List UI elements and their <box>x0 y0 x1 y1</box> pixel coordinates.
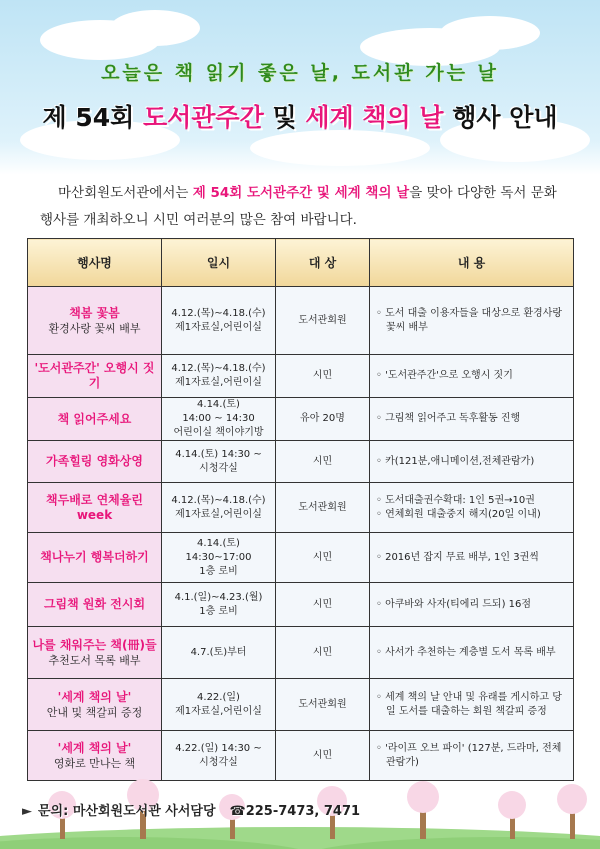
intro-highlight: 제 54회 도서관주간 및 세계 책의 날 <box>192 185 410 201</box>
event-name-cell <box>28 483 162 533</box>
content-cell <box>370 583 574 627</box>
title-part: 제 54회 <box>42 103 143 132</box>
target-cell: 시민 <box>276 441 370 483</box>
content-cell <box>370 287 574 355</box>
arrow-right-icon: ► <box>22 804 32 819</box>
date-cell <box>162 483 276 533</box>
date-cell <box>162 441 276 483</box>
event-name: 가족힐링 영화상영 <box>46 454 143 468</box>
date-line: 1층 로비 <box>199 565 238 577</box>
header-event-name: 행사명 <box>28 239 162 287</box>
content-item: ◦ 그림책 읽어주고 독후활동 진행 <box>376 412 571 426</box>
date-line: 4.12.(목)~4.18.(수) <box>171 363 266 374</box>
page-title <box>0 98 600 134</box>
date-cell <box>162 583 276 627</box>
slogan: 오늘은 책 읽기 좋은 날, 도서관 가는 날 <box>101 62 499 84</box>
cloud-decoration <box>250 130 430 166</box>
event-name-cell <box>28 398 162 441</box>
table-row <box>28 627 574 679</box>
header-target: 대 상 <box>276 239 370 287</box>
content-item: ◦ 연체회원 대출중지 해지(20일 이내) <box>376 508 571 522</box>
target-cell: 도서관회원 <box>276 679 370 731</box>
content-item: ◦ '라이프 오브 파이' (127분, 드라마, 전체관람가) <box>376 742 571 770</box>
date-line: 1층 로비 <box>199 605 238 617</box>
table-row <box>28 441 574 483</box>
event-name: 나를 채워주는 책(冊)들 <box>32 637 157 652</box>
intro-paragraph <box>40 180 570 234</box>
content-cell <box>370 398 574 441</box>
target-cell: 시민 <box>276 533 370 583</box>
event-name-cell <box>28 533 162 583</box>
event-name: '세계 책의 날' <box>57 740 132 755</box>
phone-number: ☎225-7473, 7471 <box>229 804 361 819</box>
content-item: ◦ '도서관주간'으로 오행시 짓기 <box>376 369 571 383</box>
content-item: ◦ 2016년 잡지 무료 배부, 1인 3권씩 <box>376 551 571 565</box>
date-line: 시청각실 <box>199 756 238 768</box>
target-cell: 시민 <box>276 583 370 627</box>
table-row <box>28 398 574 441</box>
content-item: ◦ 도서대출권수확대: 1인 5권→10권 <box>376 494 571 508</box>
title-highlight-book-day: 세계 책의 날 <box>305 103 444 132</box>
date-cell <box>162 679 276 731</box>
content-cell <box>370 355 574 398</box>
date-line: 4.14.(토) <box>197 537 240 549</box>
event-name-cell <box>28 355 162 398</box>
target-cell: 시민 <box>276 355 370 398</box>
content-item: ◦ 사서가 추천하는 계층별 도서 목록 배부 <box>376 646 571 660</box>
date-line: 제1자료실,어린이실 <box>175 321 262 333</box>
event-name-cell <box>28 583 162 627</box>
inquiry-text: 문의: 마산회원도서관 사서담당 <box>38 804 216 819</box>
event-subname: 영화로 만나는 책 <box>53 756 136 770</box>
date-line: 제1자료실,어린이실 <box>175 377 262 388</box>
date-line: 4.14.(토) <box>197 399 240 410</box>
date-line: 14:30~17:00 <box>185 551 252 563</box>
content-item: ◦ 세계 책의 날 안내 및 유래를 게시하고 당일 도서를 대출하는 회원 책갈피 증정 <box>376 691 571 719</box>
event-name-cell <box>28 627 162 679</box>
content-cell <box>370 483 574 533</box>
content-cell <box>370 731 574 781</box>
date-cell <box>162 398 276 441</box>
date-line: 제1자료실,어린이실 <box>175 508 262 520</box>
table-row <box>28 483 574 533</box>
date-line: 제1자료실,어린이실 <box>175 705 262 717</box>
intro-text: 마산회원도서관에서는 <box>58 185 193 201</box>
table-row <box>28 533 574 583</box>
cloud-decoration <box>110 10 200 46</box>
target-cell: 도서관회원 <box>276 483 370 533</box>
event-name-cell <box>28 287 162 355</box>
cloud-decoration <box>440 16 540 50</box>
event-name: 책봄 꽃봄 <box>69 305 120 320</box>
content-item: ◦ 도서 대출 이용자들을 대상으로 환경사랑 꽃씨 배부 <box>376 307 571 335</box>
content-cell <box>370 533 574 583</box>
intro-text: 을 맞아 다양한 독서 문화 행사를 개최하오니 시민 여러분의 많은 참여 바랍니다. <box>40 185 557 228</box>
event-name-cell <box>28 731 162 781</box>
event-name: 책나누기 행복더하기 <box>40 550 149 564</box>
event-name: '도서관주간' 오행시 짓기 <box>34 361 155 390</box>
title-highlight-library-week: 도서관주간 <box>142 103 264 132</box>
event-subname: 추천도서 목록 배부 <box>48 653 141 667</box>
content-item: ◦ 아쿠바와 사자(티에리 드되) 16점 <box>376 598 571 612</box>
content-cell <box>370 627 574 679</box>
date-line: 4.22.(일) 14:30 ~ <box>175 742 262 754</box>
content-cell <box>370 441 574 483</box>
target-cell: 유아 20명 <box>276 398 370 441</box>
date-line: 4.14.(토) 14:30 ~ <box>175 448 262 460</box>
date-line: 4.12.(목)~4.18.(수) <box>171 307 266 319</box>
date-line: 4.7.(토)부터 <box>190 646 247 658</box>
event-subname: 환경사랑 꽃씨 배부 <box>48 321 141 335</box>
target-cell: 도서관회원 <box>276 287 370 355</box>
date-line: 4.22.(일) <box>197 691 240 703</box>
event-name: 책 읽어주세요 <box>57 411 132 426</box>
date-cell <box>162 731 276 781</box>
table-row <box>28 679 574 731</box>
content-cell <box>370 679 574 731</box>
date-cell <box>162 627 276 679</box>
title-part: 및 <box>263 103 306 132</box>
target-cell: 시민 <box>276 731 370 781</box>
target-cell: 시민 <box>276 627 370 679</box>
date-cell <box>162 355 276 398</box>
footer-contact <box>22 800 360 819</box>
event-name-cell <box>28 441 162 483</box>
event-table <box>27 238 574 781</box>
date-line: 14:00 ~ 14:30 <box>182 413 255 424</box>
date-cell <box>162 533 276 583</box>
table-row <box>28 583 574 627</box>
event-name: 책두배로 연체율린 week <box>46 492 143 522</box>
content-item: ◦ 카(121분,애니메이션,전체관람가) <box>376 455 571 469</box>
date-line: 4.1.(일)~4.23.(월) <box>174 591 263 603</box>
header-content: 내 용 <box>370 239 574 287</box>
event-subname: 안내 및 책갈피 증정 <box>46 705 143 719</box>
event-name-cell <box>28 679 162 731</box>
table-row <box>28 287 574 355</box>
header-date: 일시 <box>162 239 276 287</box>
date-line: 어린이실 책이야기방 <box>173 427 264 438</box>
table-header-row <box>28 239 574 287</box>
date-cell <box>162 287 276 355</box>
date-line: 4.12.(목)~4.18.(수) <box>171 494 266 506</box>
event-name: '세계 책의 날' <box>57 689 132 704</box>
table-row <box>28 731 574 781</box>
date-line: 시청각실 <box>199 462 238 474</box>
title-part: 행사 안내 <box>443 103 558 132</box>
event-table-container <box>27 238 573 781</box>
table-row <box>28 355 574 398</box>
event-name: 그림책 원화 전시회 <box>43 597 146 611</box>
